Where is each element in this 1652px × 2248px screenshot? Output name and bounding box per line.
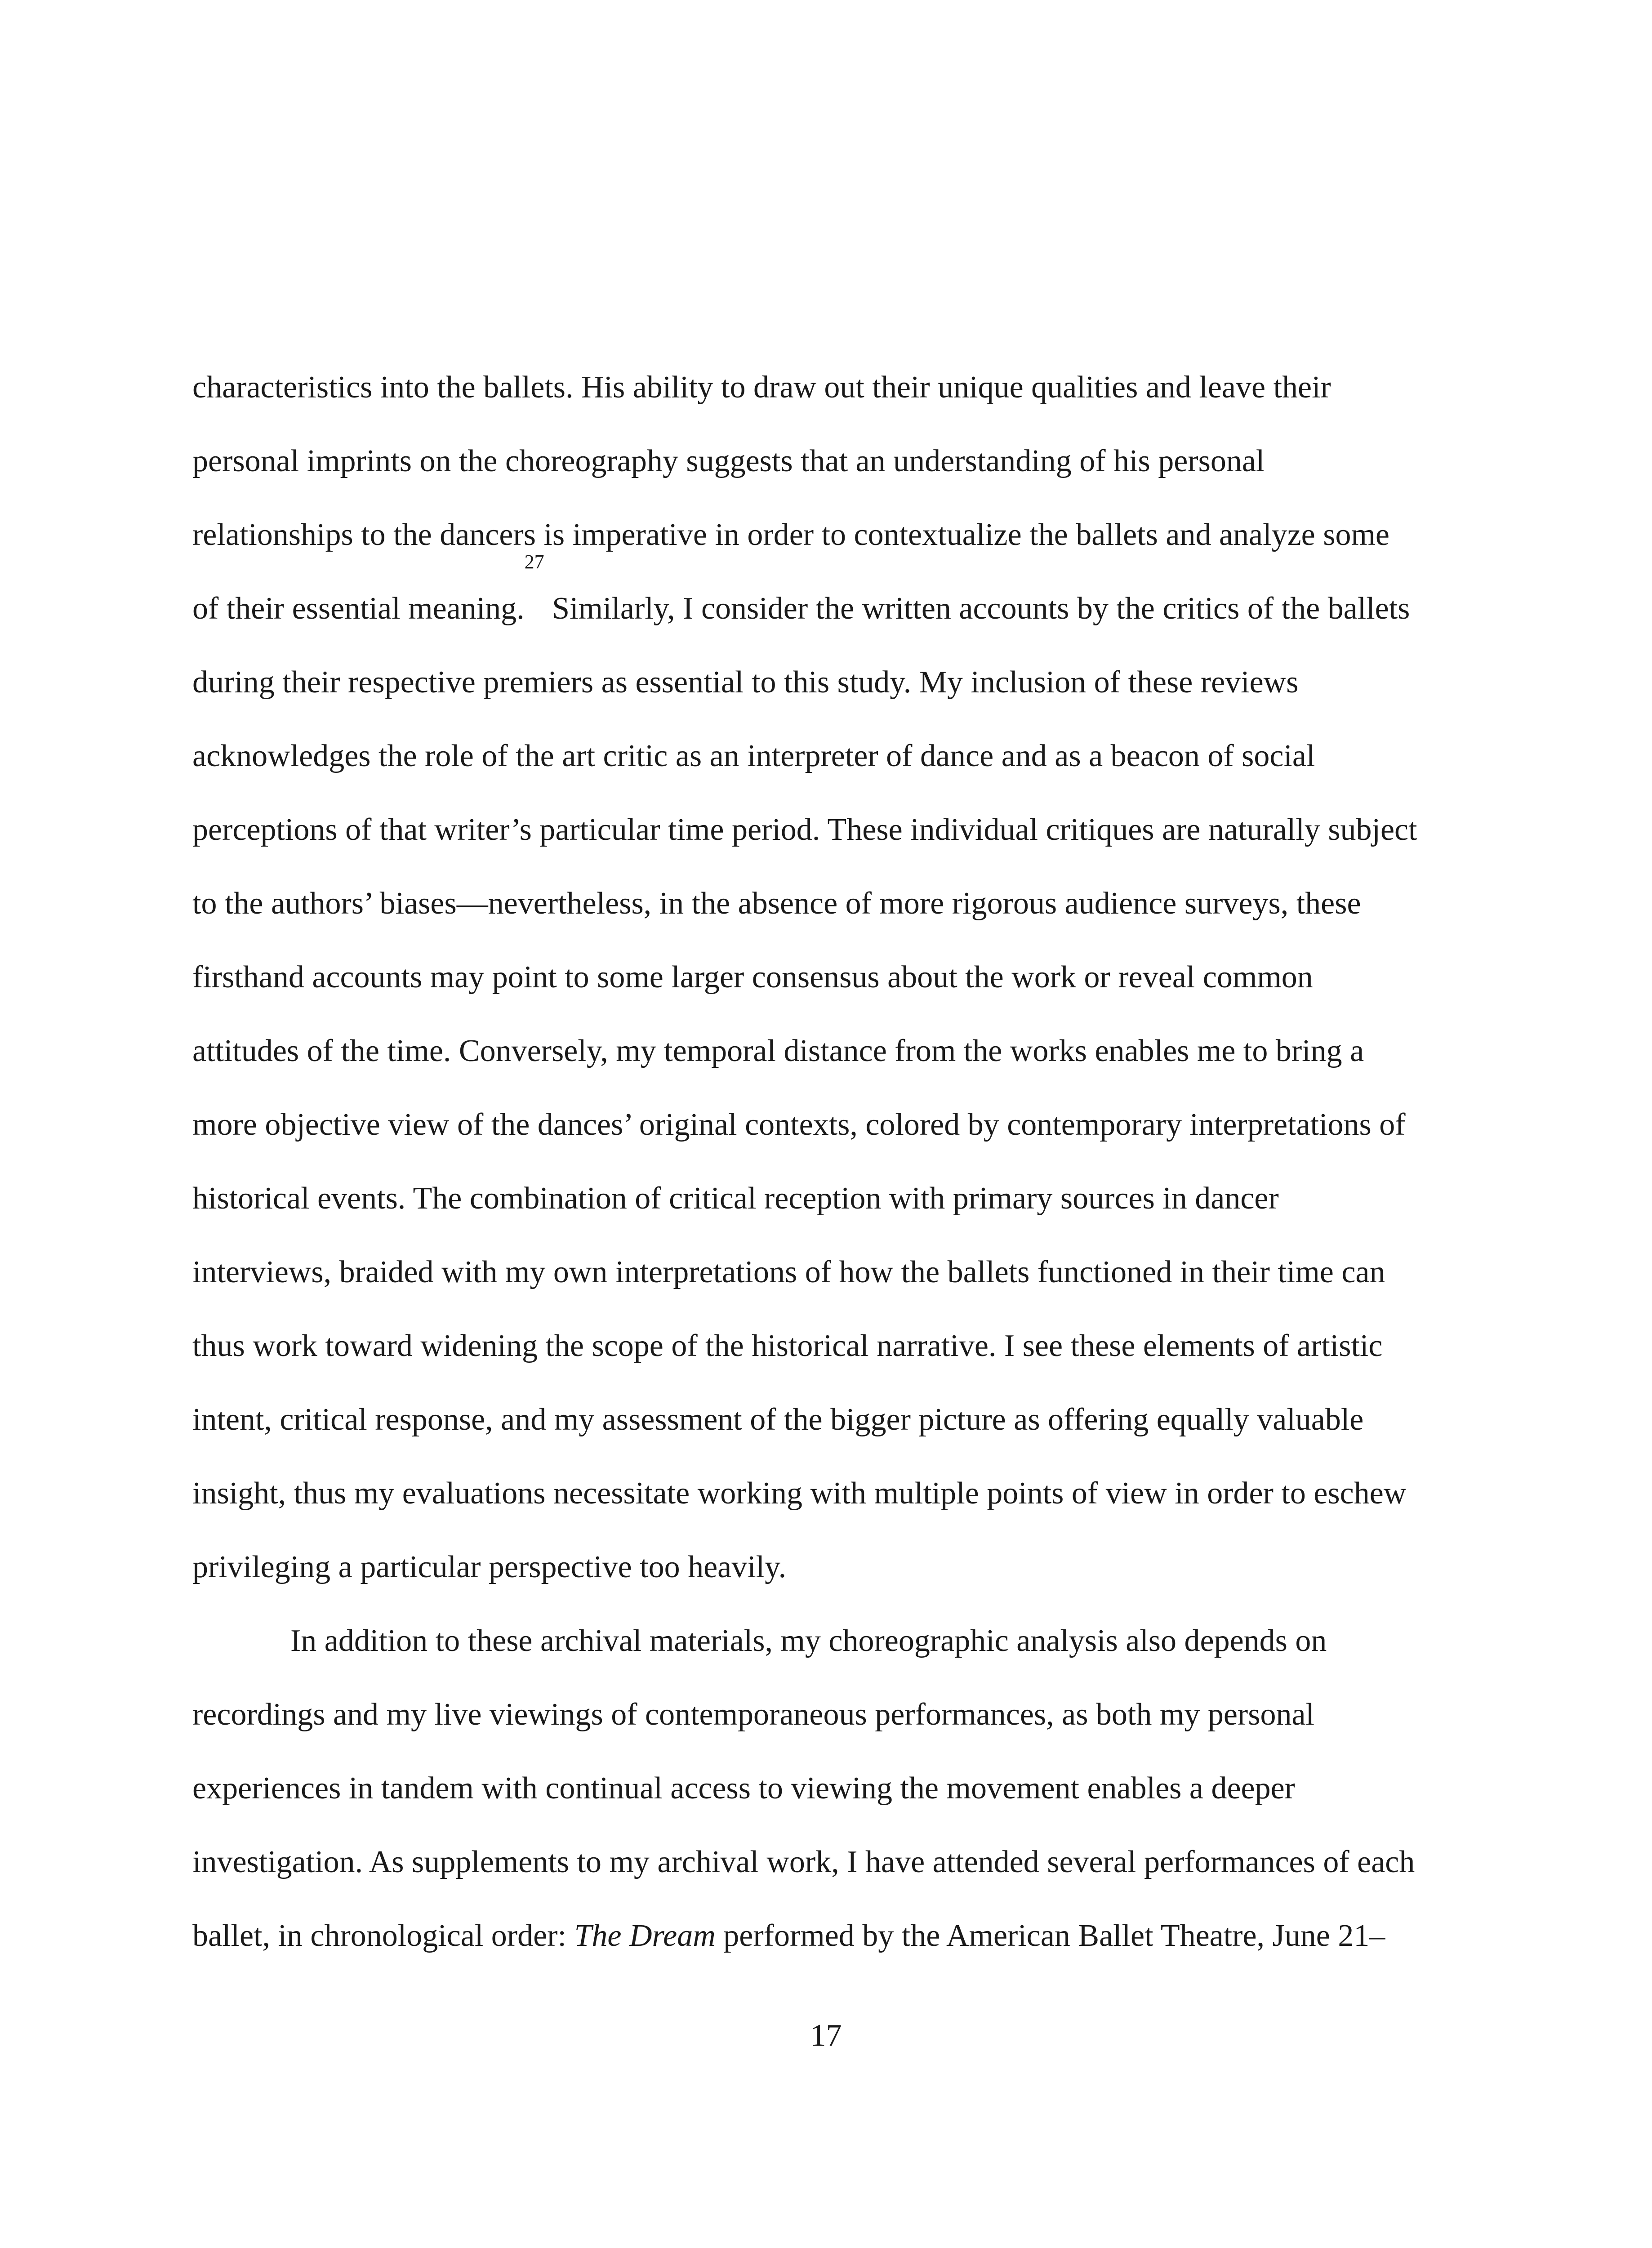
text-line: investigation. As supplements to my archival work, I have attended several performances of each — [192, 1845, 1415, 1879]
text-line: personal imprints on the choreography suggests that an understanding of his personal — [192, 444, 1265, 478]
body-text — [192, 351, 1469, 1973]
text-line: recordings and my live viewings of contemporaneous performances, as both my personal — [192, 1697, 1314, 1732]
text-line — [192, 551, 1469, 646]
text-line — [192, 1899, 1469, 1973]
text-span: performed by the American Ballet Theatre, June 21– — [715, 1918, 1385, 1953]
text-line: relationships to the dancers is imperative in order to contextualize the ballets and analyze some — [192, 517, 1389, 552]
text-line: attitudes of the time. Conversely, my temporal distance from the works enables me to bring a — [192, 1034, 1364, 1068]
text-line: to the authors’ biases—nevertheless, in the absence of more rigorous audience surveys, these — [192, 886, 1361, 921]
text-line: experiences in tandem with continual access to viewing the movement enables a deeper — [192, 1771, 1295, 1806]
footnote-reference: 27 — [524, 551, 544, 573]
page-number: 17 — [810, 2018, 842, 2053]
text-line: perceptions of that writer’s particular time period. These individual critiques are naturally subject — [192, 812, 1417, 847]
text-span: of their essential meaning. — [192, 591, 525, 626]
text-line: intent, critical response, and my assessment of the bigger picture as offering equally valuable — [192, 1402, 1364, 1437]
text-line: insight, thus my evaluations necessitate working with multiple points of view in order to eschew — [192, 1476, 1407, 1511]
italic-title: The Dream — [574, 1918, 716, 1953]
text-line: acknowledges the role of the art critic as an interpreter of dance and as a beacon of social — [192, 739, 1315, 773]
text-line: privileging a particular perspective too heavily. — [192, 1550, 787, 1584]
text-line: during their respective premiers as essential to this study. My inclusion of these reviews — [192, 665, 1299, 700]
text-line: thus work toward widening the scope of the historical narrative. I see these elements of artistic — [192, 1329, 1383, 1363]
text-line: characteristics into the ballets. His ability to draw out their unique qualities and leave their — [192, 370, 1331, 405]
text-line: interviews, braided with my own interpretations of how the ballets functioned in their time can — [192, 1255, 1385, 1289]
paragraph — [192, 351, 1469, 1604]
text-span: Similarly, I consider the written accounts by the critics of the ballets — [544, 591, 1410, 626]
paragraph — [192, 1604, 1469, 1973]
text-span: ballet, in chronological order: — [192, 1918, 574, 1953]
text-line: firsthand accounts may point to some larger consensus about the work or reveal common — [192, 960, 1313, 995]
text-line: historical events. The combination of critical reception with primary sources in dancer — [192, 1181, 1279, 1216]
text-line: more objective view of the dances’ original contexts, colored by contemporary interpretations of — [192, 1107, 1406, 1142]
text-line: In addition to these archival materials, my choreographic analysis also depends on — [290, 1624, 1327, 1658]
